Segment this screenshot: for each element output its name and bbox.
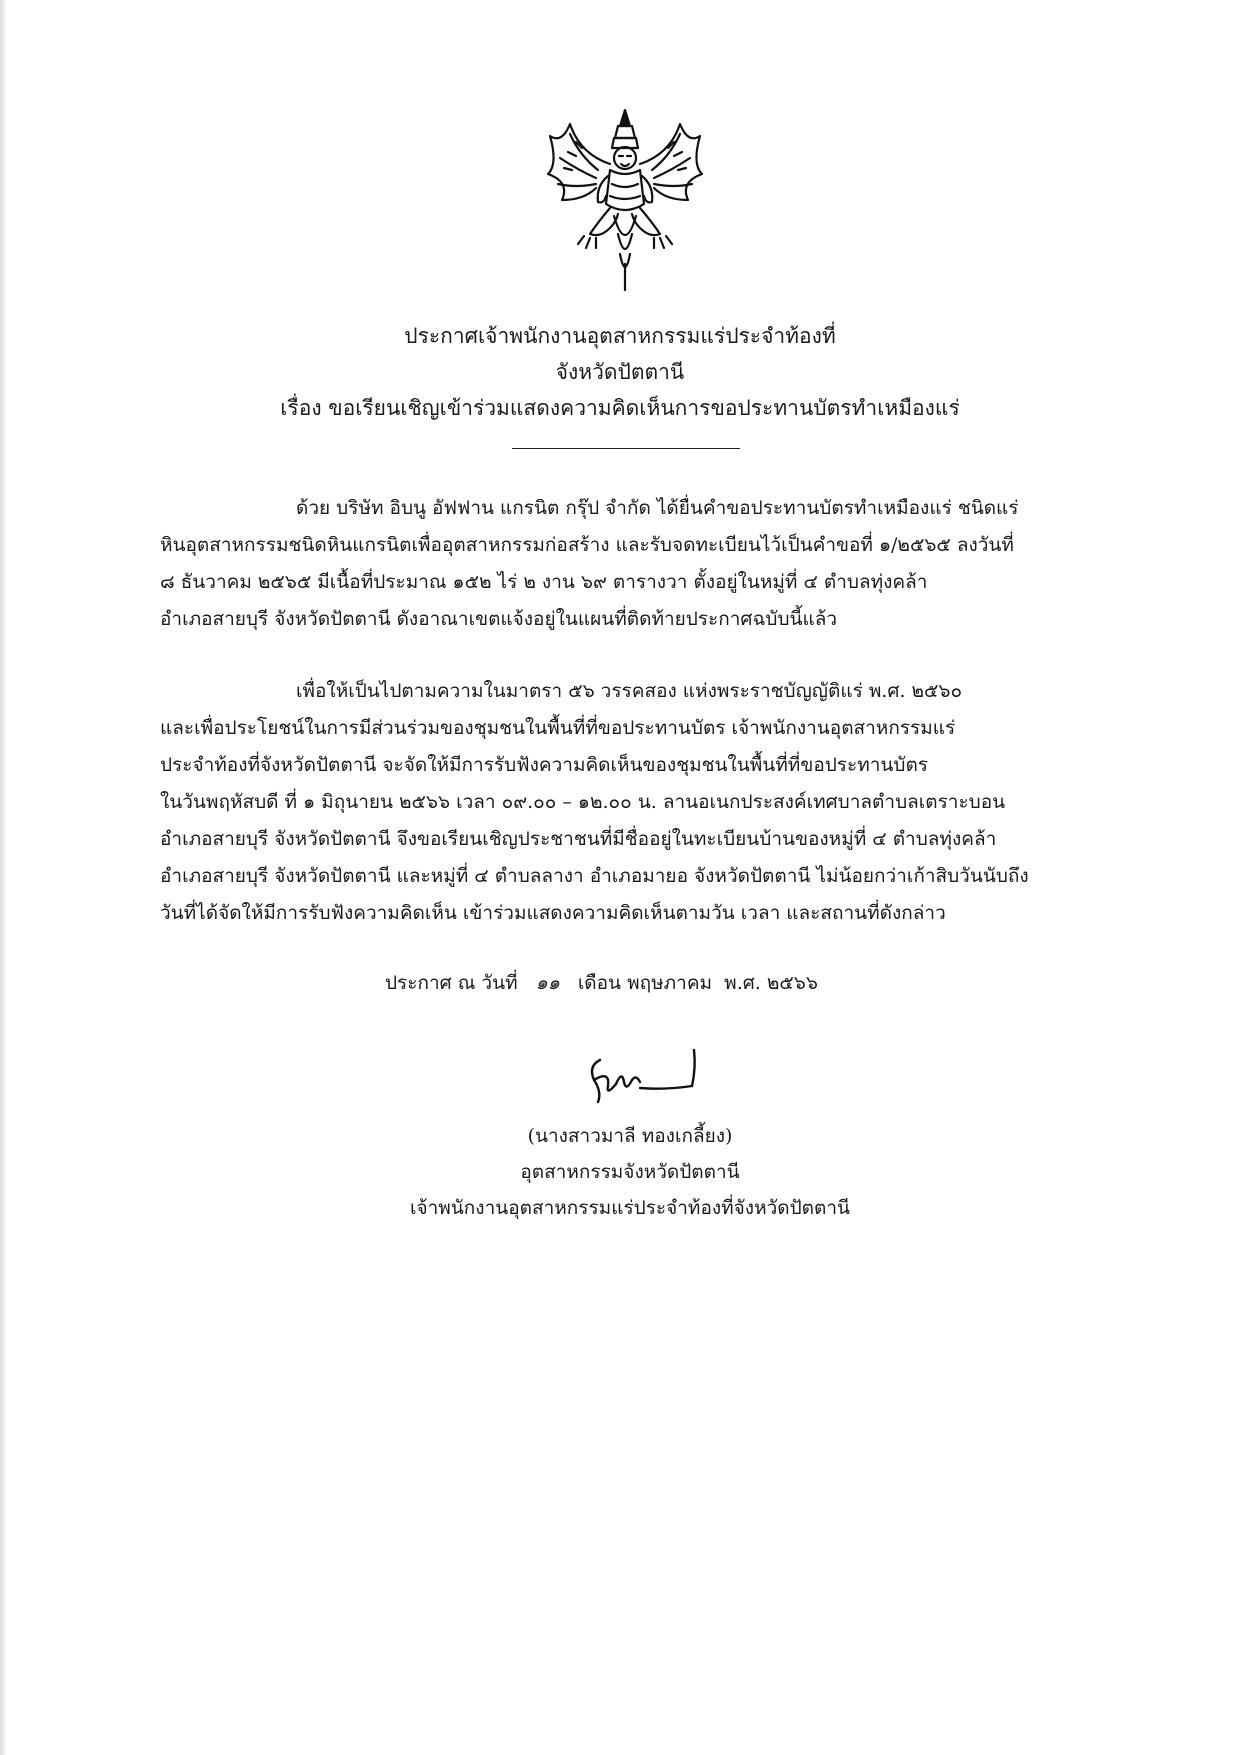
title-line-1: ประกาศเจ้าพนักงานอุตสาหกรรมแร่ประจำท้องที่ <box>404 324 836 348</box>
announcement-date <box>385 968 818 998</box>
announcement-year: ๒๕๖๖ <box>766 972 818 994</box>
paragraph-line: ๘ ธันวาคม ๒๕๖๕ มีเนื้อที่ประมาณ ๑๕๒ ไร่ ๒ งาน ๖๙ ตารางวา ตั้งอยู่ในหมู่ที่ ๔ ตำบลทุ่งคล้า <box>160 571 928 593</box>
subject-line: เรื่อง ขอเรียนเชิญเข้าร่วมแสดงความคิดเห็นการขอประทานบัตรทำเหมืองแร่ <box>280 396 960 420</box>
announcement-day: ๑๑ <box>535 972 560 994</box>
paragraph-line: และเพื่อประโยชน์ในการมีส่วนร่วมของชุมชนในพื้นที่ที่ขอประทานบัตร เจ้าพนักงานอุตสาหกรรมแร่ <box>160 717 956 739</box>
header-divider <box>512 448 740 449</box>
paragraph-2 <box>160 673 1090 932</box>
announcement-prefix: ประกาศ ณ วันที่ <box>385 972 518 994</box>
year-label: พ.ศ. <box>724 972 761 994</box>
signature-mark <box>580 1040 710 1106</box>
paragraph-line: หินอุตสาหกรรมชนิดหินแกรนิตเพื่ออุตสาหกรรมก่อสร้าง และรับจดทะเบียนไว้เป็นคำขอที่ ๑/๒๕๖๕ ลงวันที่ <box>160 534 1014 556</box>
paragraph-line: ในวันพฤหัสบดี ที่ ๑ มิถุนายน ๒๕๖๖ เวลา ๐๙.๐๐ – ๑๒.๐๐ น. ลานอเนกประสงค์เทศบาลตำบลเตราะบอน <box>160 791 1006 813</box>
signer-position-1: อุตสาหกรรมจังหวัดปัตตานี <box>520 1161 740 1183</box>
paragraph-line: อำเภอสายบุรี จังหวัดปัตตานี จึงขอเรียนเชิญประชาชนที่มีชื่ออยู่ในทะเบียนบ้านของหมู่ที่ ๔ ตำบลทุ่งคล้า <box>160 828 997 850</box>
paragraph-line: ประจำท้องที่จังหวัดปัตตานี จะจัดให้มีการรับฟังความคิดเห็นของชุมชนในพื้นที่ที่ขอประทานบัตร <box>160 754 928 776</box>
signer-name: (นางสาวมาลี ทองเกลี้ยง) <box>527 1125 733 1147</box>
paragraph-line: อำเภอสายบุรี จังหวัดปัตตานี และหมู่ที่ ๔ ตำบลลางา อำเภอมายอ จังหวัดปัตตานี ไม่น้อยกว่าเก้าสิบวันนับถึง <box>160 865 1029 887</box>
paragraph-line: วันที่ได้จัดให้มีการรับฟังความคิดเห็น เข้าร่วมแสดงความคิดเห็นตามวัน เวลา และสถานที่ดังกล่าว <box>160 902 946 924</box>
month-label: เดือน <box>577 972 622 994</box>
paragraph-line: อำเภอสายบุรี จังหวัดปัตตานี ดังอาณาเขตแจ้งอยู่ในแผนที่ติดท้ายประกาศฉบับนี้แล้ว <box>160 608 838 630</box>
garuda-emblem-icon <box>540 104 710 296</box>
signature-block <box>330 1118 930 1226</box>
document-header <box>160 318 1080 426</box>
paragraph-line: เพื่อให้เป็นไปตามความในมาตรา ๕๖ วรรคสอง แห่งพระราชบัญญัติแร่ พ.ศ. ๒๕๖๐ <box>296 680 963 702</box>
title-line-2: จังหวัดปัตตานี <box>555 360 685 384</box>
signer-position-2: เจ้าพนักงานอุตสาหกรรมแร่ประจำท้องที่จังหวัดปัตตานี <box>409 1197 851 1219</box>
paragraph-1 <box>160 490 1090 638</box>
paragraph-line: ด้วย บริษัท อิบนู อัฟฟาน แกรนิต กรุ๊ป จำกัด ได้ยื่นคำขอประทานบัตรทำเหมืองแร่ ชนิดแร่ <box>296 497 1019 519</box>
announcement-month: พฤษภาคม <box>627 972 713 994</box>
